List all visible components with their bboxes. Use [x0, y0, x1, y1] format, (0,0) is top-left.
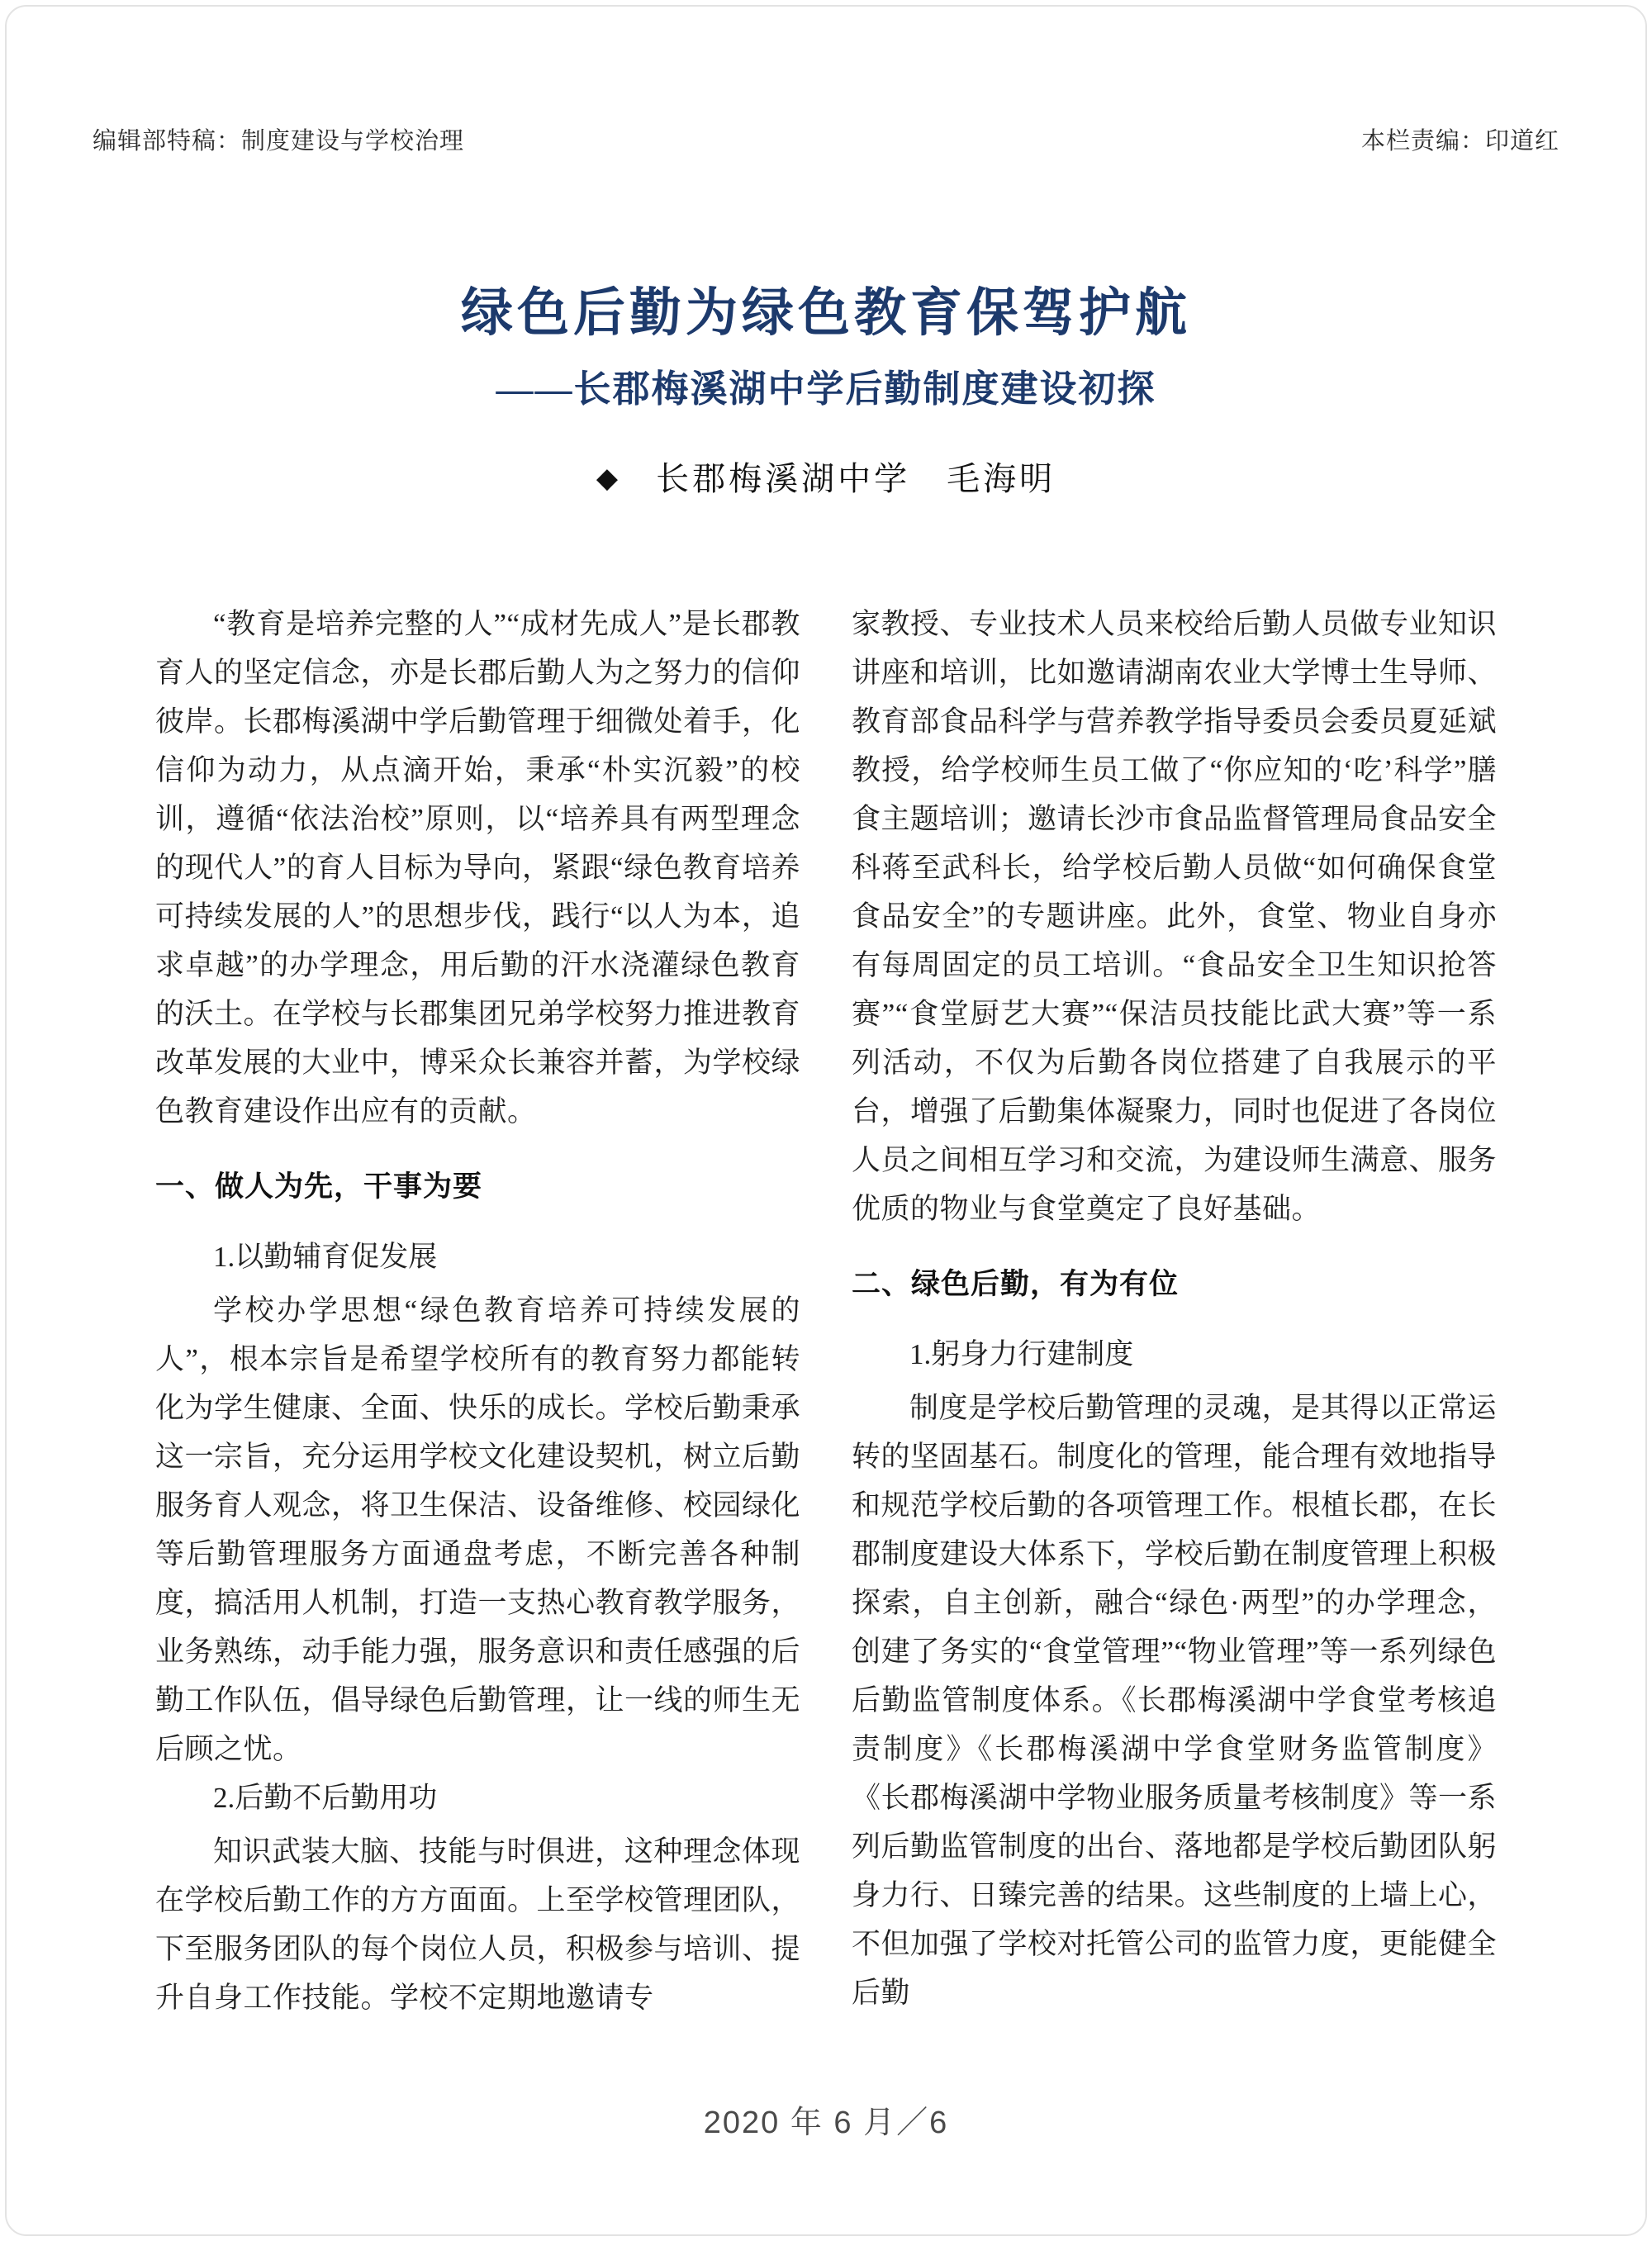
subsection-heading-1-2: 2.后勤不后勤用功	[213, 1782, 438, 1814]
paragraph-2-1: 制度是学校后勤管理的灵魂，是其得以正常运转的坚固基石。制度化的管理，能合理有效地指导和规范学校后勤的各项管理工作。根植长郡，在长郡制度建设大体系下，学校后勤在制度管理上积极探索，自主创新，融合“绿色·两型”的办学理念，创建了务实的“食堂管理”“物业管理”等一系列绿色后勤监管制度体系。《长郡梅溪湖中学食堂考核追责制度》《长郡梅溪湖中学食堂财务监管制度》《长郡梅溪湖中学物业服务质量考核制度》等一系列后勤监管制度的出台、落地都是学校后勤团队躬身力行、日臻完善的结果。这些制度的上墙上心，不但加强了学校对托管公司的监管力度，更能健全后勤	[852, 1392, 1498, 2009]
subsection-heading-2-1: 1.躬身力行建制度	[909, 1338, 1134, 1370]
section-heading-1: 一、做人为先，干事为要	[155, 1170, 483, 1203]
article-title: 绿色后勤为绿色教育保驾护航	[461, 284, 1191, 342]
diamond-icon: ◆	[596, 463, 619, 494]
paragraph-intro: “教育是培养完整的人”“成材先成人”是长郡教育人的坚定信念，亦是长郡后勤人为之努力的信仰彼岸。长郡梅溪湖中学后勤管理于细微处着手，化信仰为动力，从点滴开始，秉承“朴实沉毅”的校训，遵循“依法治校”原则，以“培养具有两型理念的现代人”的育人目标为导向，紧跟“绿色教育培养可持续发展的人”的思想步伐，践行“以人为本，追求卓越”的办学理念，用后勤的汗水浇灌绿色教育的沃土。在学校与长郡集团兄弟学校努力推进教育改革发展的大业中，博采众长兼容并蓄，为学校绿色教育建设作出应有的贡献。	[155, 608, 801, 1128]
author-line	[0, 456, 1652, 505]
article-body	[155, 600, 1497, 2022]
left-column	[155, 600, 800, 2022]
subsection-heading-1-1: 1.以勤辅育促发展	[213, 1241, 438, 1273]
paragraph-1-1: 学校办学思想“绿色教育培养可持续发展的人”，根本宗旨是希望学校所有的教育努力都能转化为学生健康、全面、快乐的成长。学校后勤秉承这一宗旨，充分运用学校文化建设契机，树立后勤服务育人观念，将卫生保洁、设备维修、校园绿化等后勤管理服务方面通盘考虑，不断完善各种制度，搞活用人机制，打造一支热心教育教学服务，业务熟练，动手能力强，服务意识和责任感强的后勤工作队伍，倡导绿色后勤管理，让一线的师生无后顾之忧。	[155, 1294, 801, 1765]
header-column-label: 编辑部特稿：制度建设与学校治理	[93, 128, 465, 154]
right-column	[852, 600, 1497, 2022]
author-name: 长郡梅溪湖中学 毛海明	[656, 460, 1056, 497]
header-editor-label: 本栏责编：印道红	[1360, 128, 1559, 154]
paragraph-1-2: 知识武装大脑、技能与时俱进，这种理念体现在学校后勤工作的方方面面。上至学校管理团队，下至服务团队的每个岗位人员，积极参与培训、提升自身工作技能。学校不定期地邀请专	[155, 1835, 801, 2014]
section-heading-2: 二、绿色后勤，有为有位	[852, 1268, 1180, 1300]
page-header	[93, 122, 1559, 156]
article-subtitle: ——长郡梅溪湖中学后勤制度建设初探	[496, 368, 1156, 410]
paragraph-1-2-continuation: 家教授、专业技术人员来校给后勤人员做专业知识讲座和培训，比如邀请湖南农业大学博士生导师、教育部食品科学与营养教学指导委员会委员夏延斌教授，给学校师生员工做了“你应知的‘吃’科学”膳食主题培训；邀请长沙市食品监督管理局食品安全科蒋至武科长，给学校后勤人员做“如何确保食堂食品安全”的专题讲座。此外，食堂、物业自身亦有每周固定的员工培训。“食品安全卫生知识抢答赛”“食堂厨艺大赛”“保洁员技能比武大赛”等一系列活动，不仅为后勤各岗位搭建了自我展示的平台，增强了后勤集体凝聚力，同时也促进了各岗位人员之间相互学习和交流，为建设师生满意、服务优质的物业与食堂奠定了良好基础。	[852, 608, 1498, 1225]
page-footer: 2020 年 6 月／6	[703, 2106, 949, 2140]
